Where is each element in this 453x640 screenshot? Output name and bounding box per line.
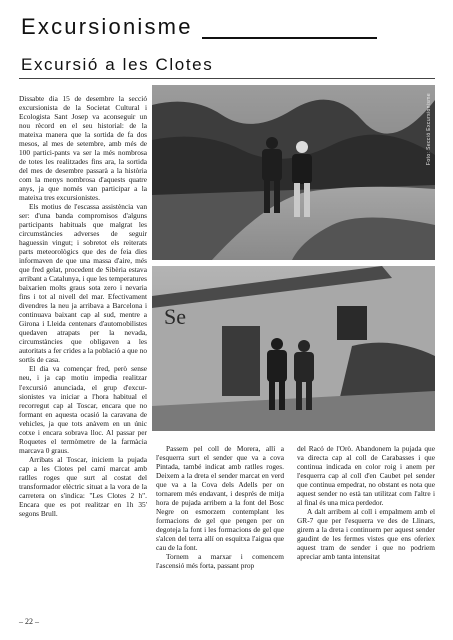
photo-hikers-at-house [152, 266, 435, 431]
paragraph: A dalt arribem al coll i empalmem amb el GR-7 que per l'esquerra ve des de Llinars, girem a la dreta i continuem per aquest sender gaudint de les fermes vistes que ens oferiex aquest tram de sender i que no podriem apreciar amb tanta intensitat [297, 507, 435, 562]
paragraph: Els motius de l'escassa assistència van ser: d'una banda compromisos d'alguns participants habituals que malgrat les circumstàncies adverses de seguir haguessin vingut; i sobretot els reiterats parts meteorològics que des de feia dies informaven de que una massa d'aire, més que fred gelat, procedent de Sibèria estava arribant a Catalunya, i que les temperatures baixarien molts graus sota zero i nevaria fins i tot al nivell del mar. Efectivament divendres la neu ja arribava a Barcelona i continuava baixant cap al sud, mentre a Girona i Lleida centenars d'automobilistes quedaven atrapats per la nevada, circumstàncies que obligaven a les autoritats a fer crides a la població a que no sortís de casa. [19, 202, 147, 365]
text-column-1 [19, 94, 147, 584]
page-number: – 22 – [19, 617, 39, 626]
paragraph: del Racó de l'Orò. Abandonem la pujada que va directa cap al coll de Carabasses i que continua indicada en color roig i anem per l'esquerra cap al coll d'en Caubet pel sender que continua empedrat, no obstant es nota que aquest sender no està tan utilitzat com l'altre i al final és una mica perdedor. [297, 444, 435, 508]
photo2-image [152, 266, 435, 431]
photo1-image [152, 85, 435, 260]
title-divider [19, 78, 435, 79]
section-title: Excursionisme [21, 14, 193, 39]
paragraph: Tornem a marxar i comencem l'ascensió més forta, passant prop [156, 552, 284, 571]
paragraph: Arribats al Toscar, iniciem la pujada cap a les Clotes pel camí marcat amb ratlles roges que surt al costat del transformador elèctric situat a la vora de la carretera on s'indica: "Les Clotes 2 h". Encara que es pot realitzar en 1h 35' segons Brull. [19, 454, 147, 518]
photo-hikers-on-road [152, 85, 435, 260]
title-rule [202, 37, 377, 39]
paragraph: Passem pel coll de Morera, allí a l'esquerra surt el sender que va a cova Pintada, també indicat amb ratlles roges. Deixem a la dreta el sender marcat en verd que va a la Cova dels Adells per on tornarem més endavant, i després de mitja hora de pujada arribem a la font del Bosc Negre on esmorzem contemplant les formacions de gel que pengen per on degoteja la font i les formacions de gel que s'alcen del terra allí on esquitxa l'aigua que cau de la font. [156, 444, 284, 553]
house-sign-text: Se [164, 304, 186, 329]
text-column-2 [156, 444, 284, 594]
paragraph: Dissabte dia 15 de desembre la secció excursionista de la Societat Cultural i Ecologista Sant Josep va aconseguir un nou rècord en el seu historial: de la mateixa manera que la sortida de fa dos mesos, al mes de setembre, amb més de 100 partici-pants va ser la més nombrosa de totes les realitzades fins ara, la sortida del mes de desembre passarà a la història com la menys nombrosa d'aquests quatre anys, ja que només van participar a la mateixa tres excursionistes. [19, 94, 147, 203]
text-column-3 [297, 444, 435, 594]
article-title: Excursió a les Clotes [21, 55, 214, 74]
paragraph: El dia va començar fred, però sense neu, i ja cap motiu impedia realitzar l'excursió anunciada, el grup d'excur-sionistes va iniciar a l'hora habitual el recorregut cap al Toscar, encara que no formant en aquesta ocasió la caravana de vehicles, ja que tots anàvem en un únic cotxe i encara sobrava lloc. Al passar per Roquetes el termòmetre de la farmàcia marcava 0 graus. [19, 364, 147, 455]
photo-credit: Foto: Secció Excursionisme [426, 93, 432, 166]
